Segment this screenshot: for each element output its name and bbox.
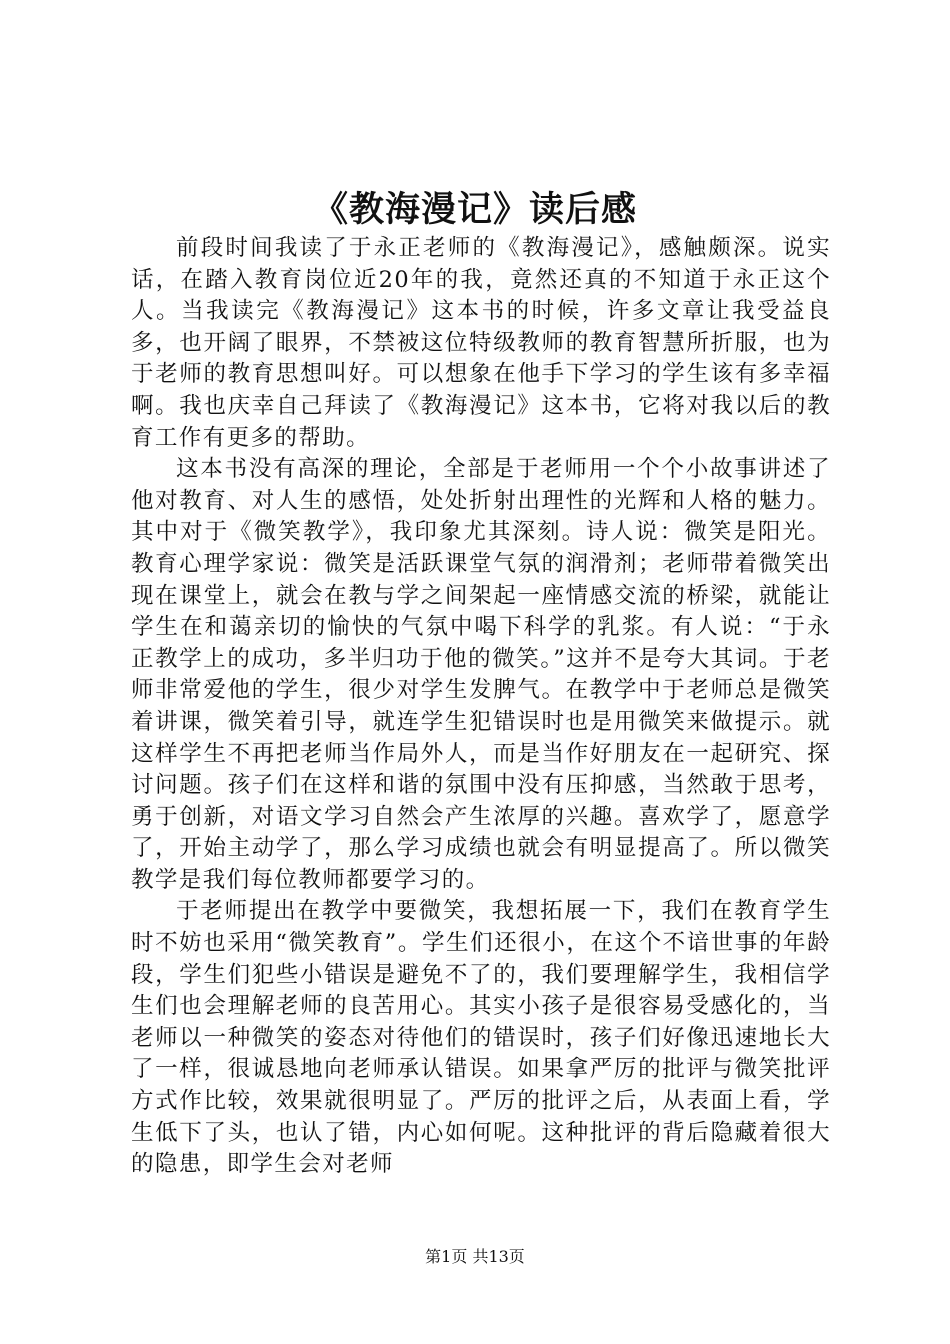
paragraph: 于老师提出在教学中要微笑，我想拓展一下，我们在教育学生时不妨也采用“微笑教育”。学生们还很小，在这个不谙世事的年龄段，学生们犯些小错误是避免不了的，我们要理解学生，我相信学生们也会理解老师的良苦用心。其实小孩子是很容易受感化的，当老师以一种微笑的姿态对待他们的错误时，孩子们好像迅速地长大了一样，很诚恳地向老师承认错误。如果拿严厉的批评与微笑批评方式作比较，效果就很明显了。严厉的批评之后，从表面上看，学生低下了头，也认了错，内心如何呢。这种批评的背后隐藏着很大的隐患，即学生会对老师 — [131, 898, 831, 1178]
document-title: 《教海漫记》读后感 — [312, 189, 637, 230]
paragraph: 这本书没有高深的理论，全部是于老师用一个个小故事讲述了他对教育、对人生的感悟，处处折射出理性的光辉和人格的魅力。其中对于《微笑教学》，我印象尤其深刻。诗人说：微笑是阳光。教育心理学家说：微笑是活跃课堂气氛的润滑剂；老师带着微笑出现在课堂上，就会在教与学之间架起一座情感交流的桥梁，就能让学生在和蔼亲切的愉快的气氛中喝下科学的乳浆。有人说：“于永正教学上的成功，多半归功于他的微笑。”这并不是夸大其词。于老师非常爱他的学生，很少对学生发脾气。在教学中于老师总是微笑着讲课，微笑着引导，就连学生犯错误时也是用微笑来做提示。就这样学生不再把老师当作局外人，而是当作好朋友在一起研究、探讨问题。孩子们在这样和谐的氛围中没有压抑感，当然敢于思考，勇于创新，对语文学习自然会产生浓厚的兴趣。喜欢学了，愿意学了，开始主动学了，那么学习成绩也就会有明显提高了。所以微笑教学是我们每位教师都要学习的。 — [131, 456, 831, 893]
page-number-footer: 第1页 共13页 — [425, 1247, 525, 1266]
document-body — [131, 233, 831, 1181]
paragraph: 前段时间我读了于永正老师的《教海漫记》，感触颇深。说实话，在踏入教育岗位近20年的我，竟然还真的不知道于永正这个人。当我读完《教海漫记》这本书的时候，许多文章让我受益良多，也开阔了眼界，不禁被这位特级教师的教育智慧所折服，也为于老师的教育思想叫好。可以想象在他手下学习的学生该有多幸福啊。我也庆幸自己拜读了《教海漫记》这本书，它将对我以后的教育工作有更多的帮助。 — [131, 235, 831, 451]
